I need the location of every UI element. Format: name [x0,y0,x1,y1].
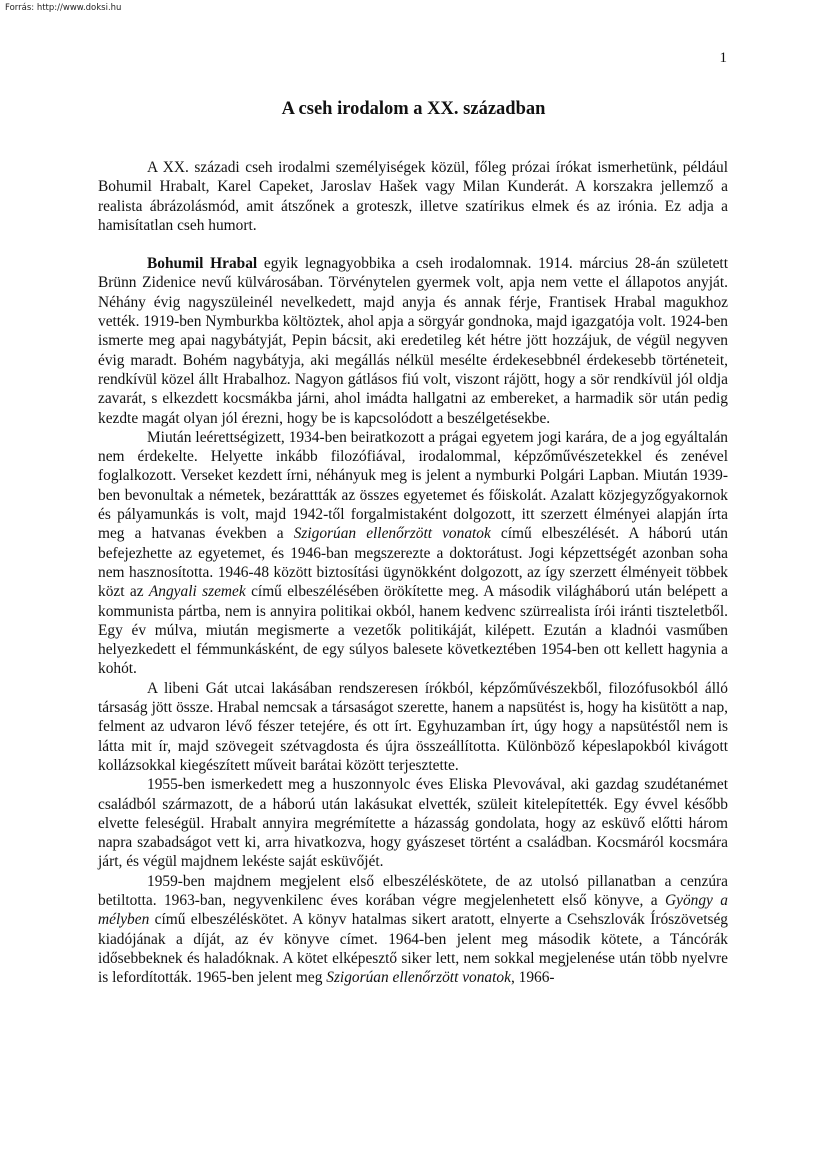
document-title: A cseh irodalom a XX. században [281,99,546,119]
hrabal-name: Bohumil Hrabal [147,255,258,273]
hrabal-paragraph [98,254,728,428]
university-text-b: című elbeszélését. A háború után befejezhette az egyetemet, és 1946-ban megszerezte a doktorátust. Jogi képzettségét azonban soha nem hasznosította. 1946-48 között biztosítási ügynökként dolgozott, az így szerzett élményeit többek közt az [98,525,728,601]
work-title: Szigorúan ellenőrzött vonatok [293,525,491,543]
publications-text-a: 1959-ben majdnem megjelent első elbeszéléskötete, de az utolsó pillanatban a cenzúra betiltotta. 1963-ban, negyvenkilenc éves korában végre megjelenhetett első könyve, a [98,872,728,909]
hrabal-paragraph-text: egyik legnagyobbika a cseh irodalomnak. 1914. március 28-án született Brünn Zidenice nevű külvárosában. Törvénytelen gyermek volt, apja nem vette el állapotos anyját. Néhány évig nagyszüleinél nevelkedett, majd anyja és annak férje, Frantisek Hrabal magukhoz vették. 1919-ben Nymburkba költöztek, ahol apja a sörgyár gondnoka, majd igazgatója volt. 1924-ben ismerte meg apai nagybátyját, Pepin bácsit, aki eredetileg két hétre jött hozzájuk, de végül negyven évig maradt. Bohém nagybátyja, aki megállás nélkül mesélte érdekesebbnél érdekesebb történeteit, rendkívül közel állt Hrabalhoz. Nagyon gátlásos fiú volt, viszont rájött, hogy a sör rendkívül jól oldja zavarát, s elkezdett kocsmákba járni, ahol imádta hallgatni az embereket, a harmadik sör után pedig kezdte magát olyan jól érezni, hogy be is kapcsolódott a beszélgetésekbe. [98,255,728,427]
publications-text-b: című elbeszéléskötet. A könyv hatalmas sikert aratott, elnyerte a Csehszlovák Írószövetség kiadójának a díját, az év könyve címet. 1964-ben jelent meg második kötete, a Táncórák idősebbeknek és haladóknak. A kötet elképesztő siker lett, nem sokkal megjelenése után több nyelvre is lefordították. 1965-ben jelent meg [98,911,728,987]
intro-paragraph: A XX. századi cseh irodalmi személyiségek közül, főleg prózai írókat ismerhetünk, például Bohumil Hrabalt, Karel Capeket, Jaroslav Hašek vagy Milan Kunderát. A korszakra jellemző a realista ábrázolásmód, amit átszőnek a groteszk, illetve szatírikus elmek és az irónia. Ez adja a hamisítatlan cseh humort. [98,159,728,234]
work-title: Gyöngy a mélyben [98,891,729,929]
source-note: Forrás: http://www.doksi.hu [5,3,122,13]
marriage-paragraph: 1955-ben ismerkedett meg a huszonnyolc éves Eliska Plevovával, aki gazdag szudétanémet családból származott, de a háború után lakásukat elvették, szüleit kitelepítették. Egy évvel később elvette feleségül. Hrabalt annyira megrémítette a házasság gondolata, hogy az esküvő előtti három napra szabadságot vett ki, arra hivatkozva, hogy gyászeset történt a családban. Kocsmáról kocsmára járt, és végül majdnem lekéste saját esküvőjét. [98,776,728,871]
publications-paragraph [98,872,728,988]
publications-text-c: , 1966- [510,969,555,987]
university-paragraph [98,428,728,679]
university-text-a: Miután leérettségizett, 1934-ben beiratkozott a prágai egyetem jogi karára, de a jog egyáltalán nem érdekelte. Helyette inkább filozófiával, irodalommal, képzőművészetekkel és zenével foglalkozott. Verseket kezdett írni, néhányuk meg is jelent a nymburki Polgári Lapban. Miután 1939-ben bevonultak a németek, bezárattták az összes egyetemet és főiskolát. Azalatt közjegyzőgyakornok és pályamunkás is volt, majd 1942-től forgalmistaként dolgozott, itt szerzett élményei alapján írta meg a hatvanas években a [98,428,728,543]
university-text-c: című elbeszélésében örökítette meg. A második világháború után belépett a kommunista pártba, nem is annyira politikai okból, hanem kedvenc szürrealista írói iránti tiszteletből. Egy év múlva, miután megismerte a vezetők politikáját, kilépett. Ezután a kladnói vasműben helyezkedett el fémmunkásként, de egy súlyos balesete következtében 1954-ben ott kellett hagynia a kohót. [98,583,728,678]
libeni-paragraph: A libeni Gát utcai lakásában rendszeresen írókból, képzőművészekből, filozófusokból álló társaság jött össze. Hrabal nemcsak a társaságot szerette, hanem a napsütést is, hogy ha kisütött a nap, felment az udvaron lévő fészer tetejére, és ott írt. Egyhuzamban írt, úgy hogy a napsütéstől nem is látta mit ír, majd szövegeit szétvagdosta és újra összeállította. Különböző képeslapokból kivágott kollázsokkal kiegészített műveit barátai között terjesztette. [98,679,728,774]
work-title: Angyali szemek [148,583,246,601]
page-number: 1 [719,50,727,66]
document-body [98,158,728,987]
work-title: Szigorúan ellenőrzött vonatok [326,969,511,987]
